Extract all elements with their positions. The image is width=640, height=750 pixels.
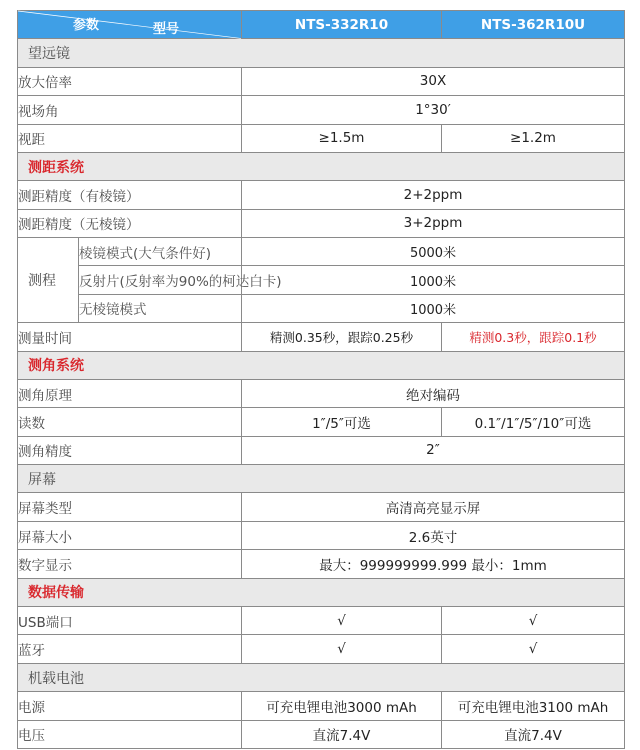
table-row [18, 67, 625, 95]
range-label-cell [18, 238, 282, 323]
section-row-screen [18, 465, 625, 493]
section-row-telescope [18, 39, 625, 67]
model-header-1: NTS-332R10 [242, 11, 442, 39]
section-row-battery [18, 663, 625, 691]
row-label: 测角原理 [18, 379, 242, 407]
row-value-b: 直流7.4V [442, 720, 625, 748]
row-label: 数字显示 [18, 550, 242, 578]
row-label: 视距 [18, 124, 242, 152]
range-group-label: 测程 [18, 238, 79, 322]
row-value-a: 精测0.35秒，跟踪0.25秒 [242, 323, 442, 351]
table-row [18, 607, 625, 635]
range-sublabel-noprism: 无棱镜模式 [79, 294, 242, 322]
row-value: 2″ [242, 436, 625, 464]
range-values-cell [242, 238, 625, 323]
section-title: 测角系统 [18, 351, 625, 379]
table-row [18, 408, 625, 436]
row-value: 3+2ppm [242, 209, 625, 237]
row-value: 最大：999999999.999 最小：1mm [242, 550, 625, 578]
section-row-angle [18, 351, 625, 379]
row-value-a: 1″/5″可选 [242, 408, 442, 436]
table-row [18, 493, 625, 521]
corner-header-cell [18, 11, 242, 39]
range-sublabel-prism: 棱镜模式(大气条件好) [79, 245, 212, 262]
table-row [18, 550, 625, 578]
row-label: 测量时间 [18, 323, 242, 351]
corner-label-model: 型号 [152, 22, 179, 37]
table-row [18, 323, 625, 351]
section-title: 数据传输 [18, 578, 625, 606]
section-row-data-transfer [18, 578, 625, 606]
range-value-sheet: 1000米 [242, 266, 624, 294]
row-label: 屏幕大小 [18, 521, 242, 549]
table-row [18, 436, 625, 464]
range-sublabel-sheet: 反射片(反射率为90%的柯达白卡) [79, 266, 242, 294]
table-row [18, 521, 625, 549]
section-title: 机载电池 [18, 663, 625, 691]
table-header-row [18, 11, 625, 39]
row-value-a: √ [242, 607, 442, 635]
row-label: 测距精度（无棱镜） [18, 209, 242, 237]
row-value-b: 精测0.3秒，跟踪0.1秒 [442, 323, 625, 351]
table-row [18, 238, 625, 323]
row-value-b: 可充电锂电池3100 mAh [442, 692, 625, 720]
row-label: 视场角 [18, 96, 242, 124]
section-title: 屏幕 [18, 465, 625, 493]
range-value-noprism: 1000米 [242, 294, 624, 322]
row-label: 电压 [18, 720, 242, 748]
row-value-b: √ [442, 635, 625, 663]
row-label: 测距精度（有棱镜） [18, 181, 242, 209]
spec-table [17, 10, 625, 749]
table-row [18, 181, 625, 209]
row-value-a: 直流7.4V [242, 720, 442, 748]
row-value-b: 0.1″/1″/5″/10″可选 [442, 408, 625, 436]
table-row [18, 96, 625, 124]
row-value: 绝对编码 [242, 379, 625, 407]
row-value-b: √ [442, 607, 625, 635]
row-label: 电源 [18, 692, 242, 720]
row-value: 2.6英寸 [242, 521, 625, 549]
row-value: 高清高亮显示屏 [242, 493, 625, 521]
table-row [18, 124, 625, 152]
section-title: 测距系统 [18, 152, 625, 180]
range-value-prism: 5000米 [409, 246, 457, 262]
section-row-ranging [18, 152, 625, 180]
row-value: 2+2ppm [242, 181, 625, 209]
row-value-b: ≥1.2m [442, 124, 625, 152]
spec-table-container [17, 10, 624, 749]
table-row [18, 635, 625, 663]
row-value-a: √ [242, 635, 442, 663]
model-header-2: NTS-362R10U [442, 11, 625, 39]
table-row [18, 720, 625, 748]
row-label: 屏幕类型 [18, 493, 242, 521]
row-label: 读数 [18, 408, 242, 436]
row-label: 放大倍率 [18, 67, 242, 95]
table-row [18, 379, 625, 407]
row-label: 蓝牙 [18, 635, 242, 663]
row-value-a: ≥1.5m [242, 124, 442, 152]
corner-label-param: 参数 [73, 18, 100, 34]
row-label: 测角精度 [18, 436, 242, 464]
table-row [18, 692, 625, 720]
table-row [18, 209, 625, 237]
row-label: USB端口 [18, 607, 242, 635]
diagonal-divider [18, 11, 241, 38]
row-value-a: 可充电锂电池3000 mAh [242, 692, 442, 720]
row-value: 1°30′ [242, 96, 625, 124]
section-title: 望远镜 [18, 39, 625, 67]
row-value: 30X [242, 67, 625, 95]
